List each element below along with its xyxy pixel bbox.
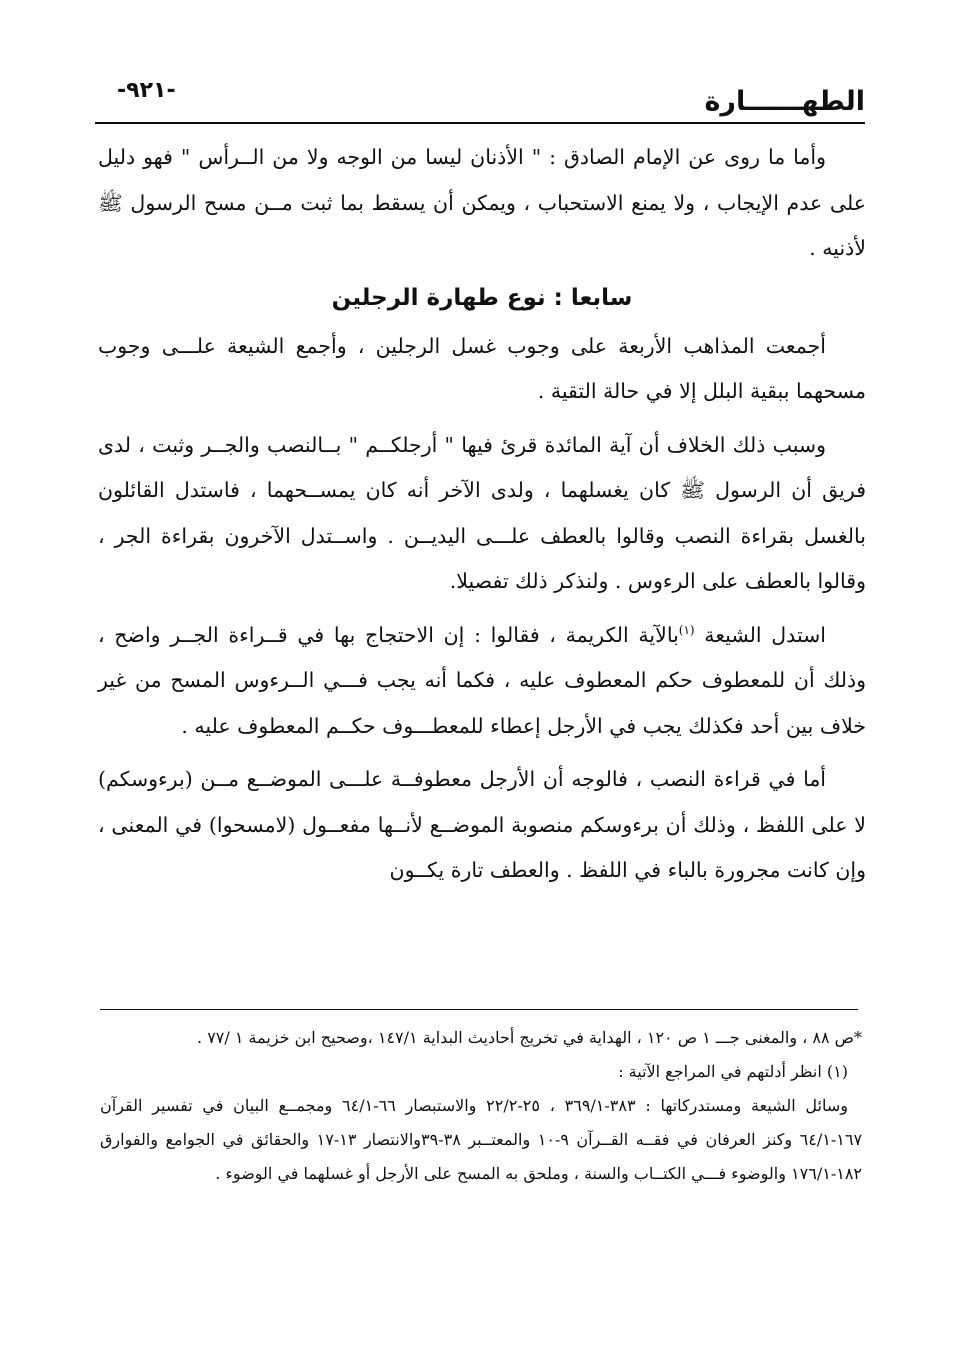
paragraph-2 [98, 324, 866, 415]
paragraph-5-text: أما في قراءة النصب ، فالوجه أن الأرجل معطوفــة علـــى الموضــع مــن (برءوسكم) لا على اللفظ ، وذلك أن برءوسكم منصوبة الموضــع لأنــها مفعــول (لامسحوا) في المعنى ، وإن كانت مجرورة بالباء في اللفظ . والعطف تارة يكــون [98, 767, 866, 882]
footnote-1-body-text: وسائل الشيعة ومستدركاتها : ٣٨٣-٣٦٩/١ ، ٢٥-٢٢/٢ والاستبصار ٦٦-٦٤/١ ومجمــع البيان في تفسير القرآن ١٦٧-٦٤/١ وكنز العرفان في فقــه القــرآن ٩-١٠ والمعتــبر ٣٨-٣٩والانتصار ١٣-١٧ والحقائق في الجوامع والفوارق ١٨٢-١٧٦/١ والوضوء فـــي الكتــاب والسنة ، وملحق به المسح على الأرجل أو غسلهما في الوضوء . [100, 1096, 863, 1183]
main-text [98, 135, 866, 894]
header-divider [95, 122, 865, 124]
footnote-divider [100, 1009, 858, 1010]
footnote-1-title-text: (١) انظر أدلتهم في المراجع الآتية : [618, 1062, 848, 1081]
paragraph-2-text: أجمعت المذاهب الأربعة على وجوب غسل الرجلين ، وأجمع الشيعة علـــى وجوب مسحهما ببقية البلل إلا في حالة التقية . [98, 333, 866, 403]
footnote-star: *ص ٨٨ ، والمغنى جـــ ١ ص ١٢٠ ، الهداية في تخريج أحاديث البداية ١٤٧/١ ،وصحيح ابن خزيمة ١ /٧٧ . [197, 1028, 862, 1047]
paragraph-4-rest: بالآية الكريمة ، فقالوا : إن الاحتجاج بها في قــراءة الجــر واضح ، وذلك أن للمعطوف حكم المعطوف عليه ، فكما أنه يجب فـــي الــرءوس المسح من غير خلاف بين أحد فكذلك يجب في الأرجل إعطاء للمعطـــوف حكــم المعطوف عليه . [98, 622, 866, 738]
paragraph-1-text: وأما ما روى عن الإمام الصادق : " الأذنان ليسا من الوجه ولا من الــرأس " فهو دليل على عدم الإيجاب ، ولا يمنع الاستحباب ، ويمكن أن يسقط بما ثبت مــن مسح الرسول ﷺ لأذنيه . [98, 145, 866, 260]
footnotes [100, 1021, 862, 1191]
footnote-1-body [100, 1089, 862, 1191]
section-title: الطهــــــارة [704, 86, 865, 117]
footnote-1-title [100, 1055, 862, 1089]
page-number: -٩٢١- [117, 78, 176, 103]
paragraph-5 [98, 757, 866, 894]
paragraph-4 [98, 613, 866, 750]
page-header [95, 72, 865, 122]
paragraph-4-start: استدل الشيعة [694, 622, 827, 647]
paragraph-3 [98, 423, 866, 605]
paragraph-3-text: وسبب ذلك الخلاف أن آية المائدة قرئ فيها " أرجلكــم " بــالنصب والجــر وثبت ، لدى فريق أن الرسول ﷺ كان يغسلهما ، ولدى الآخر أنه كان يمســحهما ، فاستدل القائلون بالغسل بقراءة النصب وقالوا بالعطف علـــى اليديــن . واســتدل الآخرون بقراءة الجر ، وقالوا بالعطف على الرءوس . ولنذكر ذلك تفصيلا. [98, 432, 866, 593]
paragraph-1 [98, 135, 866, 272]
section-heading: سابعا : نوع طهارة الرجلين [331, 284, 633, 311]
footnote-ref-1[interactable]: (١) [678, 622, 695, 637]
